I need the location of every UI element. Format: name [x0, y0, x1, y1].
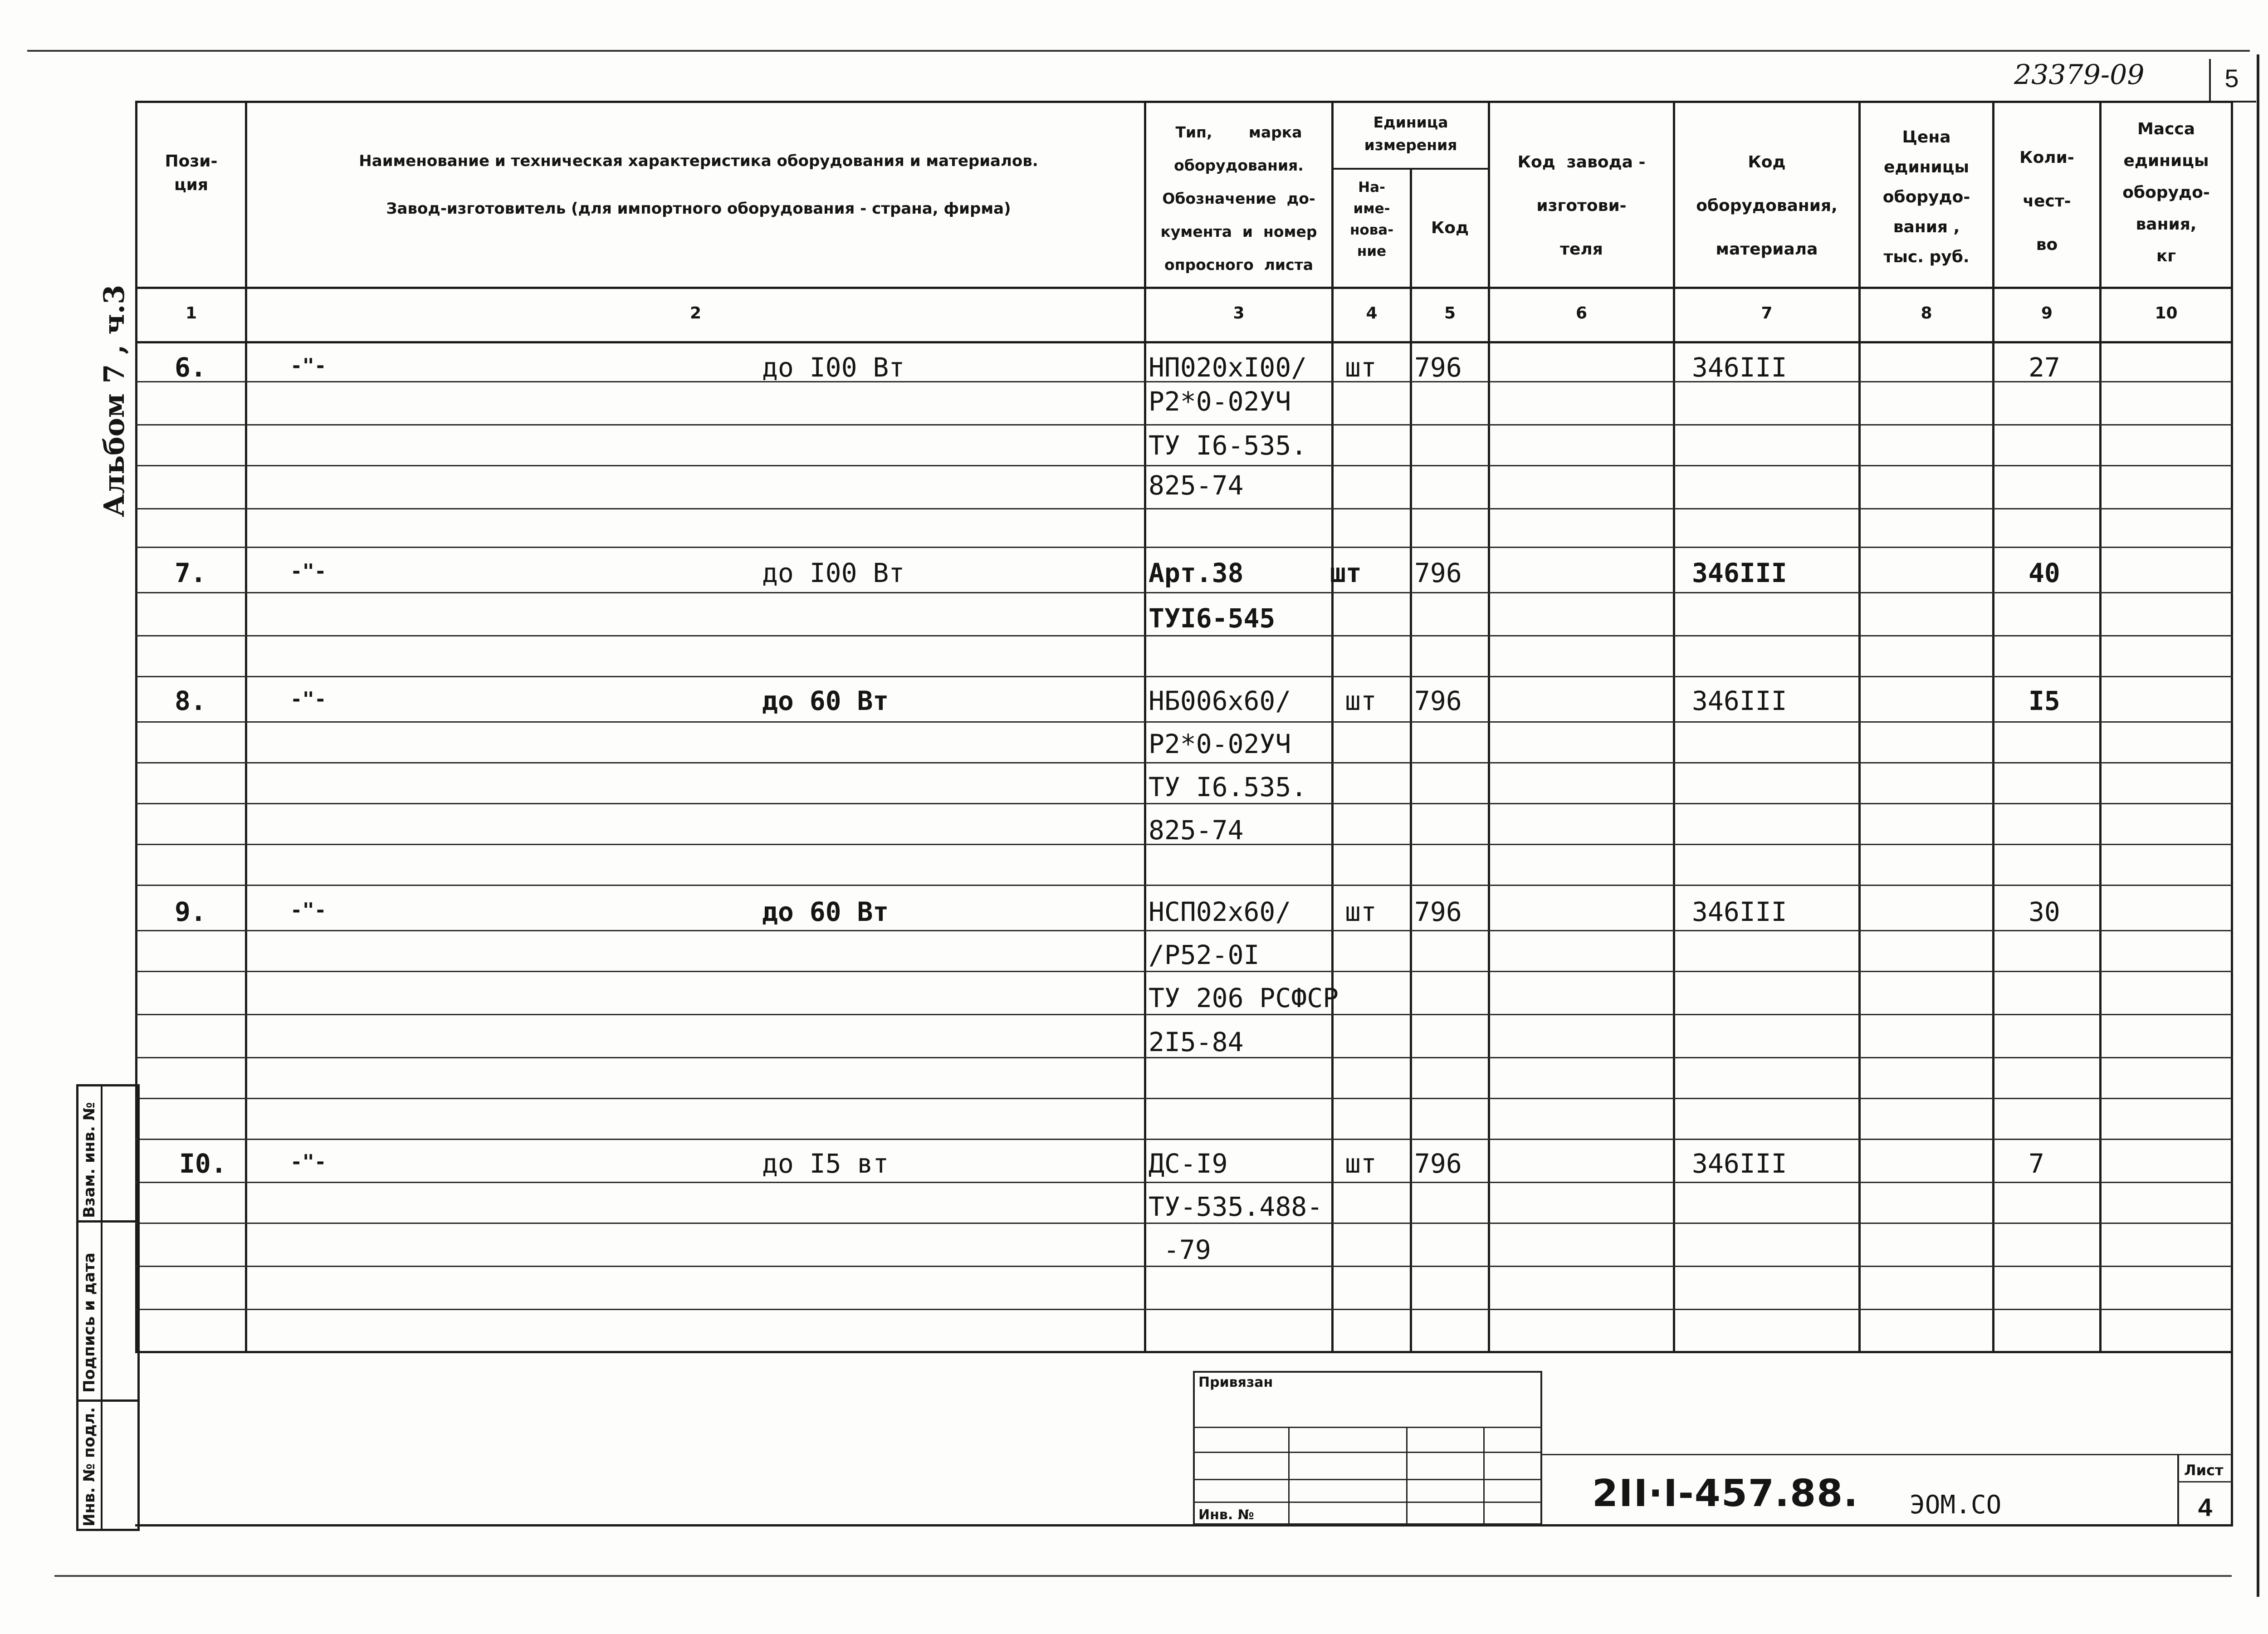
row-7-description: до I00 Вт: [762, 558, 905, 588]
col-number-10: 10: [2155, 304, 2178, 323]
privyazan-h3: [1193, 1479, 1542, 1480]
outer-border-bottom: [54, 1575, 2232, 1577]
row-7-unit: шт: [1330, 558, 1362, 588]
row-8-type-line-1: НБ006х60/: [1149, 685, 1291, 716]
title-block-top-line: [1542, 1454, 2232, 1455]
sheet-label: Лист: [2184, 1462, 2224, 1479]
privyazan-v2: [1406, 1427, 1408, 1524]
privyazan-h4: [1193, 1502, 1542, 1503]
row-7-type-line-1: Арт.38: [1149, 558, 1244, 588]
row-6-type-line-2: Р2*0-02УЧ: [1149, 386, 1291, 417]
grid-row-line: [135, 803, 2233, 804]
row-6-ditto: -"-: [290, 354, 327, 377]
row-9-position: 9.: [175, 896, 206, 927]
col-number-8: 8: [1921, 304, 1932, 323]
side-stamp-h2: [76, 1399, 140, 1402]
row-10-unit: шт: [1345, 1148, 1377, 1179]
row-10-equipment-code: 346III: [1692, 1148, 1787, 1179]
row-7-equipment-code: 346III: [1692, 558, 1787, 588]
col-number-9: 9: [2041, 304, 2053, 323]
row-8-unit: шт: [1345, 685, 1377, 716]
row-10-ditto: -"-: [290, 1150, 327, 1174]
grid-row-line: [135, 885, 2233, 886]
grid-row-line: [135, 547, 2233, 548]
header-position: Пози- ция: [165, 152, 218, 194]
row-9-description: до 60 Вт: [762, 896, 889, 927]
grid-row-line: [135, 635, 2233, 636]
outer-border-top: [27, 50, 2250, 52]
row-7-ditto: -"-: [290, 560, 327, 583]
row-6-type-line-1: НП020хI00/: [1149, 352, 1307, 383]
row-10-position: I0.: [179, 1148, 227, 1179]
grid-v10: [2231, 101, 2233, 1525]
row-10-type-line-2: ТУ-535.488-: [1149, 1191, 1323, 1222]
side-stamp-podpis: Подпись и дата: [80, 1252, 98, 1393]
row-6-type-line-4: 825-74: [1149, 470, 1244, 501]
row-9-ditto: -"-: [290, 899, 327, 922]
header-type: Тип, марка оборудования. Обозначение до- кумента и номер опросного листа: [1160, 123, 1317, 274]
grid-row-line: [135, 1139, 2233, 1140]
privyazan-v1: [1288, 1427, 1290, 1524]
col-number-2: 2: [689, 304, 702, 323]
row-8-description: до 60 Вт: [762, 685, 889, 716]
grid-h-table-bottom: [135, 1351, 2233, 1353]
grid-row-line: [135, 1266, 2233, 1267]
row-6-type-line-3: ТУ I6-535.: [1149, 430, 1307, 461]
privyazan-h2: [1193, 1452, 1542, 1453]
col-number-1: 1: [185, 304, 197, 323]
grid-row-line: [135, 1182, 2233, 1183]
inv-no-label: Инв. №: [1198, 1507, 1254, 1523]
row-7-type-line-2: ТУI6-545: [1149, 603, 1276, 634]
col-number-5: 5: [1444, 304, 1456, 323]
grid-v4: [1410, 168, 1412, 1353]
col-number-4: 4: [1366, 304, 1378, 323]
row-8-equipment-code: 346III: [1692, 685, 1787, 716]
row-8-position: 8.: [175, 685, 206, 716]
privyazan-label: Привязан: [1198, 1375, 1273, 1390]
grid-row-line: [135, 930, 2233, 931]
row-9-type-line-1: НСП02х60/: [1149, 896, 1291, 927]
header-unit-price: Цена единицы оборудо- вания , тыс. руб.: [1882, 128, 1970, 266]
document-code: 2II·I-457.88.: [1592, 1472, 1859, 1515]
document-mark: ЭОМ.СО: [1910, 1490, 2002, 1520]
side-stamp-divider: [101, 1084, 103, 1531]
grid-row-line: [135, 1309, 2233, 1310]
grid-row-line: [135, 971, 2233, 972]
row-7-unit-code: 796: [1414, 558, 1462, 588]
row-9-type-line-3: ТУ 206 РСФСР: [1149, 983, 1339, 1013]
outer-border-right: [2257, 54, 2259, 1597]
grid-row-line: [135, 592, 2233, 593]
header-unit-group: Единица измерения: [1364, 113, 1457, 154]
sheet-box-divider: [2177, 1481, 2233, 1482]
grid-row-line: [135, 1223, 2233, 1224]
header-quantity: Коли- чест- во: [2019, 148, 2074, 254]
row-6-unit-code: 796: [1414, 352, 1462, 383]
row-7-quantity: 40: [2028, 558, 2060, 588]
grid-row-line: [135, 676, 2233, 677]
header-equipment-code: Код оборудования, материала: [1696, 153, 1838, 259]
row-10-description: до I5 вт: [762, 1148, 889, 1179]
grid-h-header-bottom: [135, 287, 2233, 289]
header-name-line1: Наименование и техническая характеристика оборудования и материалов.: [359, 152, 1038, 170]
top-sheet-number: 5: [2224, 64, 2239, 93]
grid-row-line: [135, 424, 2233, 426]
grid-h-unit: [1331, 168, 1488, 170]
side-stamp-vzam: Взам. инв. №: [80, 1102, 98, 1218]
grid-row-line: [135, 1098, 2233, 1099]
header-factory-code: Код завода - изготови- теля: [1517, 153, 1646, 259]
side-stamp-h1: [76, 1220, 140, 1223]
grid-row-line: [135, 721, 2233, 723]
row-9-equipment-code: 346III: [1692, 896, 1787, 927]
album-label: Альбом 7 , ч.3: [98, 284, 131, 517]
grid-row-line: [135, 762, 2233, 763]
row-8-unit-code: 796: [1414, 685, 1462, 716]
header-name-line2: Завод-изготовитель (для импортного оборудования - страна, фирма): [386, 200, 1011, 218]
row-6-unit: шт: [1345, 352, 1377, 383]
privyazan-v3: [1483, 1427, 1485, 1524]
row-10-quantity: 7: [2028, 1148, 2044, 1179]
row-6-quantity: 27: [2028, 352, 2060, 383]
row-8-type-line-2: Р2*0-02УЧ: [1149, 729, 1291, 759]
row-6-equipment-code: 346III: [1692, 352, 1787, 383]
header-unit-code: Код: [1431, 219, 1469, 237]
row-7-position: 7.: [175, 558, 206, 588]
row-8-type-line-3: ТУ I6.535.: [1149, 772, 1307, 802]
row-9-unit-code: 796: [1414, 896, 1462, 927]
row-9-unit: шт: [1345, 896, 1377, 927]
row-10-unit-code: 796: [1414, 1148, 1462, 1179]
inventory-number: 23379-09: [2014, 59, 2145, 91]
grid-row-line: [135, 508, 2233, 509]
bottom-frame: [135, 1524, 2233, 1526]
grid-h-numbers-bottom: [135, 341, 2233, 343]
row-9-quantity: 30: [2028, 896, 2060, 927]
row-9-type-line-2: /Р52-0I: [1149, 939, 1260, 970]
row-9-type-line-4: 2I5-84: [1149, 1027, 1244, 1057]
row-10-type-line-3: -79: [1163, 1234, 1211, 1265]
row-6-description: до I00 Вт: [762, 352, 905, 383]
col-number-6: 6: [1575, 304, 1588, 323]
row-10-type-line-1: ДС-I9: [1149, 1148, 1228, 1179]
grid-row-line: [135, 1014, 2233, 1015]
grid-row-line: [135, 465, 2233, 466]
privyazan-h1: [1193, 1427, 1542, 1428]
row-8-ditto: -"-: [290, 688, 327, 711]
header-unit-name: На- име- нова- ние: [1349, 179, 1394, 259]
side-stamp-inv-podl: Инв. № подл.: [80, 1407, 98, 1526]
row-8-type-line-4: 825-74: [1149, 815, 1244, 846]
grid-h-top: [135, 101, 2233, 103]
sheet-number: 4: [2198, 1493, 2213, 1521]
col-number-3: 3: [1233, 304, 1245, 323]
row-6-position: 6.: [175, 352, 206, 383]
col-number-7: 7: [1761, 304, 1773, 323]
row-8-quantity: I5: [2028, 685, 2060, 716]
header-unit-mass: Масса единицы оборудо- вания, кг: [2122, 120, 2210, 265]
